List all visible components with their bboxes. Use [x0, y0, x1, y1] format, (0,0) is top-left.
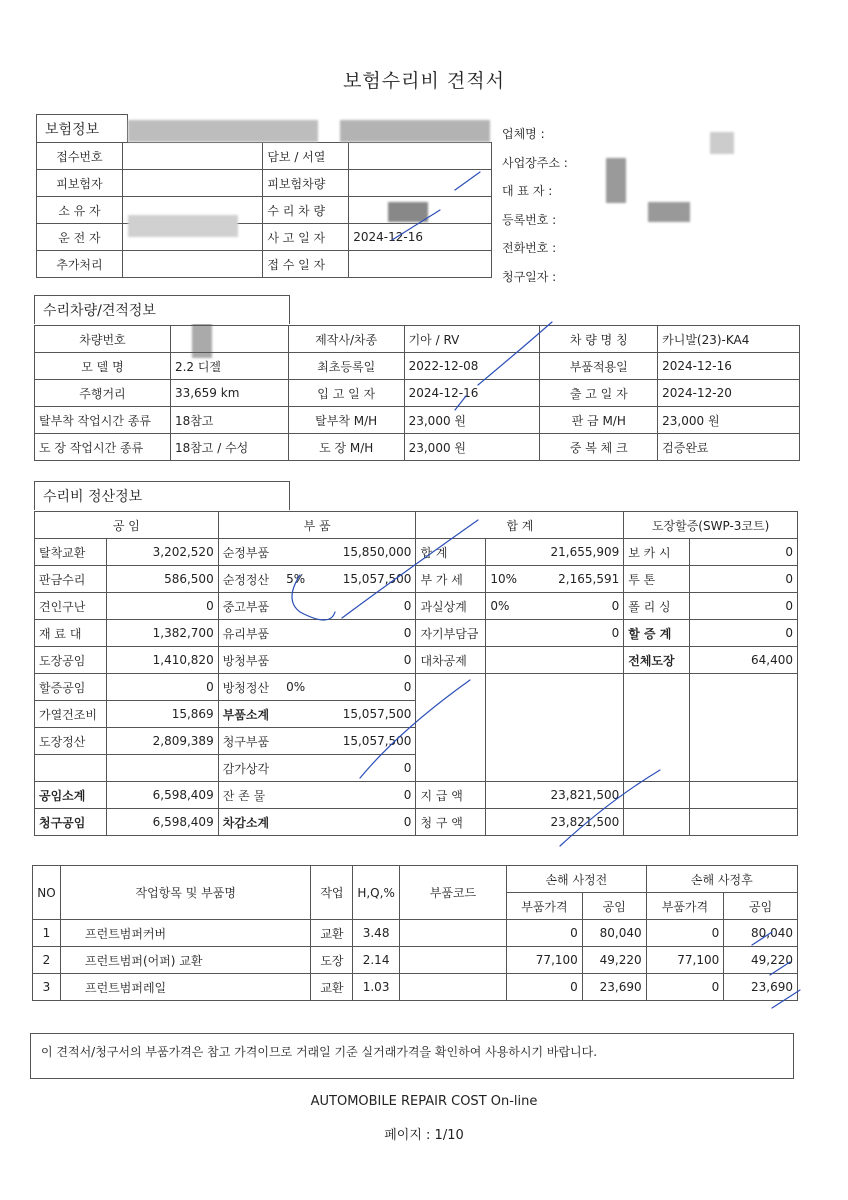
label-out-date: 출 고 일 자: [540, 380, 658, 407]
row-after-labor: 49,220: [724, 947, 798, 974]
value-sheet-mh: 23,000 원: [658, 407, 800, 434]
row-work: 교환: [311, 974, 353, 1001]
settlement-cell: 보 카 시: [624, 539, 690, 566]
col-no: NO: [33, 866, 61, 920]
row-no: 1: [33, 920, 61, 947]
settlement-cell: 투 톤: [624, 566, 690, 593]
row-before-labor: 49,220: [582, 947, 646, 974]
settlement-cell: 15,057,500: [312, 566, 416, 593]
settlement-cell: 0: [690, 620, 798, 647]
company-phone-label: 전화번호 :: [502, 241, 557, 255]
label-dup-check: 중 복 체 크: [540, 434, 658, 461]
settlement-cell: 청구부품: [218, 728, 282, 755]
col-after-adjust: 손해 사정후: [646, 866, 797, 893]
row-hq: 2.14: [353, 947, 400, 974]
value-maker: 기아 / RV: [404, 326, 540, 353]
settlement-cell: 0: [312, 593, 416, 620]
settlement-header: 수리비 정산정보: [34, 481, 290, 510]
label-paint-mh: 도 장 M/H: [288, 434, 404, 461]
settlement-cell: 1,382,700: [106, 620, 218, 647]
pen-stroke: [455, 396, 466, 410]
label-detach-mh: 탈부착 M/H: [288, 407, 404, 434]
settlement-cell: 21,655,909: [526, 539, 624, 566]
settlement-cell: 견인구난: [35, 593, 107, 620]
company-address-label: 사업장주소 :: [502, 155, 568, 170]
settlement-cell: 10%: [486, 566, 526, 593]
row-hq: 1.03: [353, 974, 400, 1001]
pen-stroke: [770, 962, 790, 975]
col-after-labor: 공임: [724, 893, 798, 920]
row-before-part: 0: [507, 974, 583, 1001]
row-work: 교환: [311, 920, 353, 947]
settlement-cell: 0: [312, 674, 416, 701]
pen-stroke: [392, 210, 440, 240]
label-owner: 소 유 자: [37, 197, 123, 224]
company-name-label: 업체명 :: [502, 127, 545, 141]
value-car-name: 카니발(23)-KA4: [658, 326, 800, 353]
settlement-cell: 부 가 세: [416, 566, 486, 593]
settlement-cell: 잔 존 물: [218, 782, 282, 809]
settlement-cell: 0: [526, 620, 624, 647]
value-out-date: 2024-12-20: [658, 380, 800, 407]
settlement-cell: 64,400: [690, 647, 798, 674]
value-detach-mh: 23,000 원: [404, 407, 540, 434]
value-mileage: 33,659 km: [170, 380, 288, 407]
pen-stroke: [752, 932, 772, 945]
row-after-labor: 23,690: [724, 974, 798, 1001]
settlement-cell: 0: [690, 593, 798, 620]
label-receipt-no: 접수번호: [37, 143, 123, 170]
settlement-cell: 자기부담금: [416, 620, 486, 647]
settlement-cell: 0: [312, 647, 416, 674]
footer-brand: AUTOMOBILE REPAIR COST On-line: [310, 1094, 538, 1109]
settlement-cell: 과실상계: [416, 593, 486, 620]
settlement-cell: 0: [526, 593, 624, 620]
settlement-cell: 3,202,520: [106, 539, 218, 566]
pen-stroke: [342, 520, 478, 618]
label-accident-date: 사 고 일 자: [263, 224, 349, 251]
label-insured: 피보험자: [37, 170, 123, 197]
settlement-cell: 0: [312, 809, 416, 836]
col-work: 작업: [311, 866, 353, 920]
value-dup-check: 검증완료: [658, 434, 800, 461]
settlement-cell: 공임소계: [35, 782, 107, 809]
settlement-cell: 합 계: [416, 539, 486, 566]
settlement-cell: 폴 리 싱: [624, 593, 690, 620]
settlement-cell: 재 료 대: [35, 620, 107, 647]
settlement-cell: 0%: [486, 593, 526, 620]
col-labor: 공 임: [35, 512, 219, 539]
row-name: 프런트범퍼레일: [60, 974, 311, 1001]
settlement-cell: 0: [106, 674, 218, 701]
row-hq: 3.48: [353, 920, 400, 947]
row-no: 3: [33, 974, 61, 1001]
document-title: 보험수리비 견적서: [343, 70, 505, 92]
settlement-cell: 15,850,000: [312, 539, 416, 566]
row-before-labor: 80,040: [582, 920, 646, 947]
settlement-cell: 도장공임: [35, 647, 107, 674]
settlement-cell: 청 구 액: [416, 809, 486, 836]
label-coverage: 담보 / 서열: [263, 143, 349, 170]
row-before-part: 0: [507, 920, 583, 947]
settlement-cell: 23,821,500: [526, 809, 624, 836]
settlement-cell: 전체도장: [624, 647, 690, 674]
value-in-date: 2024-12-16: [404, 380, 540, 407]
settlement-cell: 할 증 계: [624, 620, 690, 647]
settlement-cell: 중고부품: [218, 593, 282, 620]
label-repair-vehicle: 수 리 차 량: [263, 197, 349, 224]
settlement-cell: 2,165,591: [526, 566, 624, 593]
col-before-part-price: 부품가격: [507, 893, 583, 920]
label-receipt-date: 접 수 일 자: [263, 251, 349, 278]
label-paint-type: 도 장 작업시간 종류: [35, 434, 171, 461]
label-insured-vehicle: 피보험차량: [263, 170, 349, 197]
settlement-cell: 15,869: [106, 701, 218, 728]
col-parts: 부 품: [218, 512, 416, 539]
settlement-cell: 0: [690, 539, 798, 566]
settlement-cell: 2,809,389: [106, 728, 218, 755]
value-model: 2.2 디젤: [170, 353, 288, 380]
row-after-part: 77,100: [646, 947, 724, 974]
settlement-cell: 1,410,820: [106, 647, 218, 674]
settlement-cell: 방청정산: [218, 674, 282, 701]
row-after-part: 0: [646, 920, 724, 947]
settlement-cell: 순정부품: [218, 539, 282, 566]
value-detach-type: 18참고: [170, 407, 288, 434]
settlement-cell: 5%: [282, 566, 312, 593]
label-plate: 차량번호: [35, 326, 171, 353]
insurance-header: 보험정보: [36, 114, 128, 143]
claim-date-label: 청구일자 :: [502, 269, 557, 284]
label-parts-date: 부품적용일: [540, 353, 658, 380]
col-paint-surcharge: 도장할증(SWP-3코트): [624, 512, 798, 539]
pen-stroke: [478, 322, 552, 385]
col-part-code: 부품코드: [399, 866, 506, 920]
settlement-cell: 0: [690, 566, 798, 593]
notice-box: 이 견적서/청구서의 부품가격은 참고 가격이므로 거래일 기준 실거래가격을 확인하여 사용하시기 바랍니다.: [30, 1033, 794, 1079]
label-first-reg: 최초등록일: [288, 353, 404, 380]
settlement-cell: 할증공임: [35, 674, 107, 701]
col-before-labor: 공임: [582, 893, 646, 920]
label-model: 모 델 명: [35, 353, 171, 380]
footer-page: 페이지 : 1/10: [384, 1128, 464, 1143]
settlement-cell: 6,598,409: [106, 782, 218, 809]
row-after-part: 0: [646, 974, 724, 1001]
settlement-cell: 방청부품: [218, 647, 282, 674]
label-extra: 추가처리: [37, 251, 123, 278]
settlement-cell: 청구공임: [35, 809, 107, 836]
row-no: 2: [33, 947, 61, 974]
vehicle-header: 수리차량/견적정보: [34, 295, 290, 324]
row-name: 프런트범퍼(어퍼) 교환: [60, 947, 311, 974]
settlement-cell: 가열건조비: [35, 701, 107, 728]
settlement-cell: 순정정산: [218, 566, 282, 593]
settlement-cell: 15,057,500: [312, 701, 416, 728]
pen-stroke: [560, 770, 660, 846]
pen-stroke: [772, 990, 800, 1008]
row-name: 프런트범퍼커버: [60, 920, 311, 947]
pen-stroke: [360, 680, 470, 778]
company-reg-label: 등록번호 :: [502, 212, 557, 227]
settlement-cell: 6,598,409: [106, 809, 218, 836]
label-maker: 제작사/차종: [288, 326, 404, 353]
settlement-cell: 586,500: [106, 566, 218, 593]
settlement-cell: 15,057,500: [312, 728, 416, 755]
settlement-cell: 0%: [282, 674, 312, 701]
settlement-cell: 차감소계: [218, 809, 282, 836]
settlement-cell: 23,821,500: [526, 782, 624, 809]
settlement-cell: 0: [312, 620, 416, 647]
col-after-part-price: 부품가격: [646, 893, 724, 920]
settlement-cell: 대차공제: [416, 647, 486, 674]
settlement-cell: 유리부품: [218, 620, 282, 647]
pen-stroke: [292, 575, 335, 620]
settlement-cell: 0: [106, 593, 218, 620]
row-work: 도장: [311, 947, 353, 974]
row-before-labor: 23,690: [582, 974, 646, 1001]
value-paint-type: 18참고 / 수성: [170, 434, 288, 461]
label-sheet-mh: 판 금 M/H: [540, 407, 658, 434]
value-first-reg: 2022-12-08: [404, 353, 540, 380]
settlement-cell: 도장정산: [35, 728, 107, 755]
label-driver: 운 전 자: [37, 224, 123, 251]
label-car-name: 차 량 명 칭: [540, 326, 658, 353]
col-item-name: 작업항목 및 부품명: [60, 866, 311, 920]
settlement-cell: 지 급 액: [416, 782, 486, 809]
row-after-labor: 80,040: [724, 920, 798, 947]
settlement-cell: 탈착교환: [35, 539, 107, 566]
col-total: 합 계: [416, 512, 624, 539]
settlement-cell: 판금수리: [35, 566, 107, 593]
col-hq: H,Q,%: [353, 866, 400, 920]
company-ceo-label: 대 표 자 :: [502, 184, 553, 198]
settlement-cell: 감가상각: [218, 755, 282, 782]
settlement-cell: 부품소계: [218, 701, 282, 728]
value-parts-date: 2024-12-16: [658, 353, 800, 380]
settlement-cell: 0: [312, 782, 416, 809]
pen-stroke: [455, 172, 480, 190]
label-mileage: 주행거리: [35, 380, 171, 407]
row-before-part: 77,100: [507, 947, 583, 974]
value-paint-mh: 23,000 원: [404, 434, 540, 461]
label-detach-type: 탈부착 작업시간 종류: [35, 407, 171, 434]
label-in-date: 입 고 일 자: [288, 380, 404, 407]
col-before-adjust: 손해 사정전: [507, 866, 647, 893]
value-accident-date: 2024-12-16: [349, 224, 492, 251]
settlement-cell: 0: [312, 755, 416, 782]
